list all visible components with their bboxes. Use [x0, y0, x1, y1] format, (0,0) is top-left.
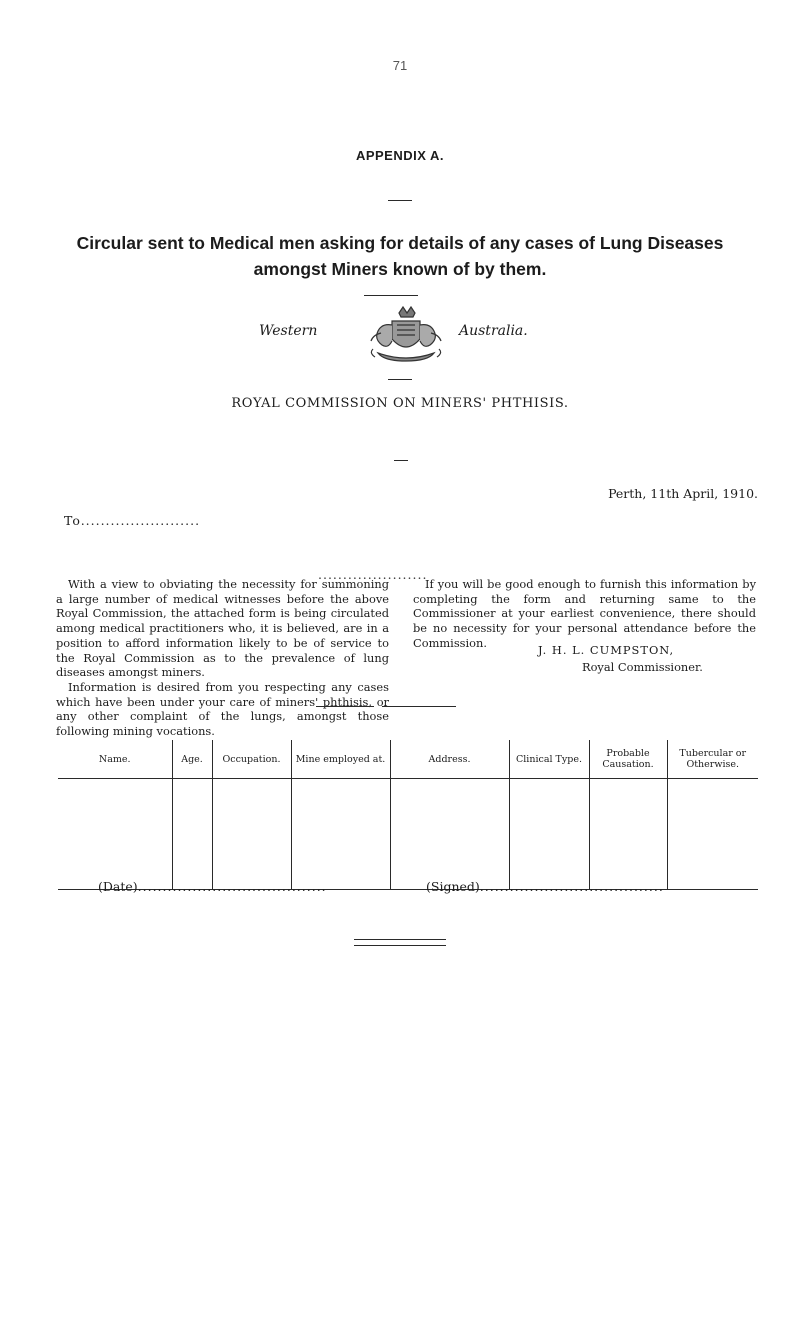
crest-right-word: Australia. [459, 323, 528, 339]
blank-cell[interactable] [58, 779, 172, 890]
signed-label: (Signed) [426, 879, 480, 894]
blank-cell[interactable] [172, 779, 212, 890]
signed-line [426, 879, 664, 894]
appendix-title: APPENDIX A. [355, 148, 445, 163]
column-header-probable-causation: Probable Causation. [589, 740, 667, 779]
column-header-address: Address. [390, 740, 509, 779]
column-header-mine: Mine employed at. [291, 740, 390, 779]
table-header-row [58, 740, 758, 779]
to-label: To [64, 513, 81, 528]
body-paragraph: Information is desired from you respecting any cases which have been under your care of miners' phthisis, or any other complaint of the lungs, amongst those following mining vocations. [56, 679, 389, 739]
signed-dots: ..................................... [479, 879, 664, 894]
divider [382, 706, 456, 707]
body-right-column [413, 577, 756, 651]
table-row [58, 779, 758, 890]
column-header-age: Age. [172, 740, 212, 779]
column-header-occupation: Occupation. [212, 740, 291, 779]
date-label: (Date) [98, 879, 138, 894]
blank-cell[interactable] [212, 779, 291, 890]
column-header-clinical-type: Clinical Type. [509, 740, 589, 779]
column-header-tubercular: Tubercular or Otherwise. [667, 740, 758, 779]
blank-cell[interactable] [390, 779, 509, 890]
addressee-line [64, 513, 200, 528]
body-paragraph: With a view to obviating the necessity for summoning a large number of medical witnesses before the above Royal Commission, the attached form is being circulated among medical practitioners who, it is believed, are in a position to afford information likely to be of service to the Royal Commission as to the prevalence of lung diseases amongst miners. [56, 577, 389, 680]
separator-dots: ...................... [318, 567, 428, 582]
headline [0, 230, 800, 282]
crest-left-word: Western [259, 323, 318, 339]
divider [354, 939, 446, 940]
signatory-title: Royal Commissioner. [582, 660, 703, 674]
blank-cell[interactable] [291, 779, 390, 890]
commission-title: ROYAL COMMISSION ON MINERS' PHTHISIS. [231, 396, 569, 411]
headline-line-2: amongst Miners known of by them. [253, 259, 547, 279]
case-details-form-table [58, 740, 758, 890]
signatory-name: J. H. L. CUMPSTON, [538, 643, 675, 657]
coat-of-arms-icon [361, 303, 451, 367]
divider [354, 945, 446, 946]
body-paragraph: If you will be good enough to furnish this information by completing the form and returning same to the Commissioner at your earliest convenience, there should be no necessity for your personal attendance before the Commission. [413, 577, 756, 650]
divider [364, 295, 418, 296]
divider [316, 706, 374, 707]
blank-cell[interactable] [509, 779, 589, 890]
blank-cell[interactable] [667, 779, 758, 890]
headline-line-1: Circular sent to Medical men asking for details of any cases of Lung Diseases [76, 233, 724, 253]
page-number: 71 [392, 58, 408, 73]
divider [394, 460, 408, 461]
column-header-name: Name. [58, 740, 172, 779]
divider [388, 379, 412, 380]
divider [388, 200, 412, 201]
place-date: Perth, 11th April, 1910. [608, 486, 758, 501]
to-dots: ........................ [80, 513, 201, 528]
date-line [98, 879, 327, 894]
blank-cell[interactable] [589, 779, 667, 890]
date-dots: ...................................... [137, 879, 327, 894]
body-left-column [56, 577, 389, 739]
